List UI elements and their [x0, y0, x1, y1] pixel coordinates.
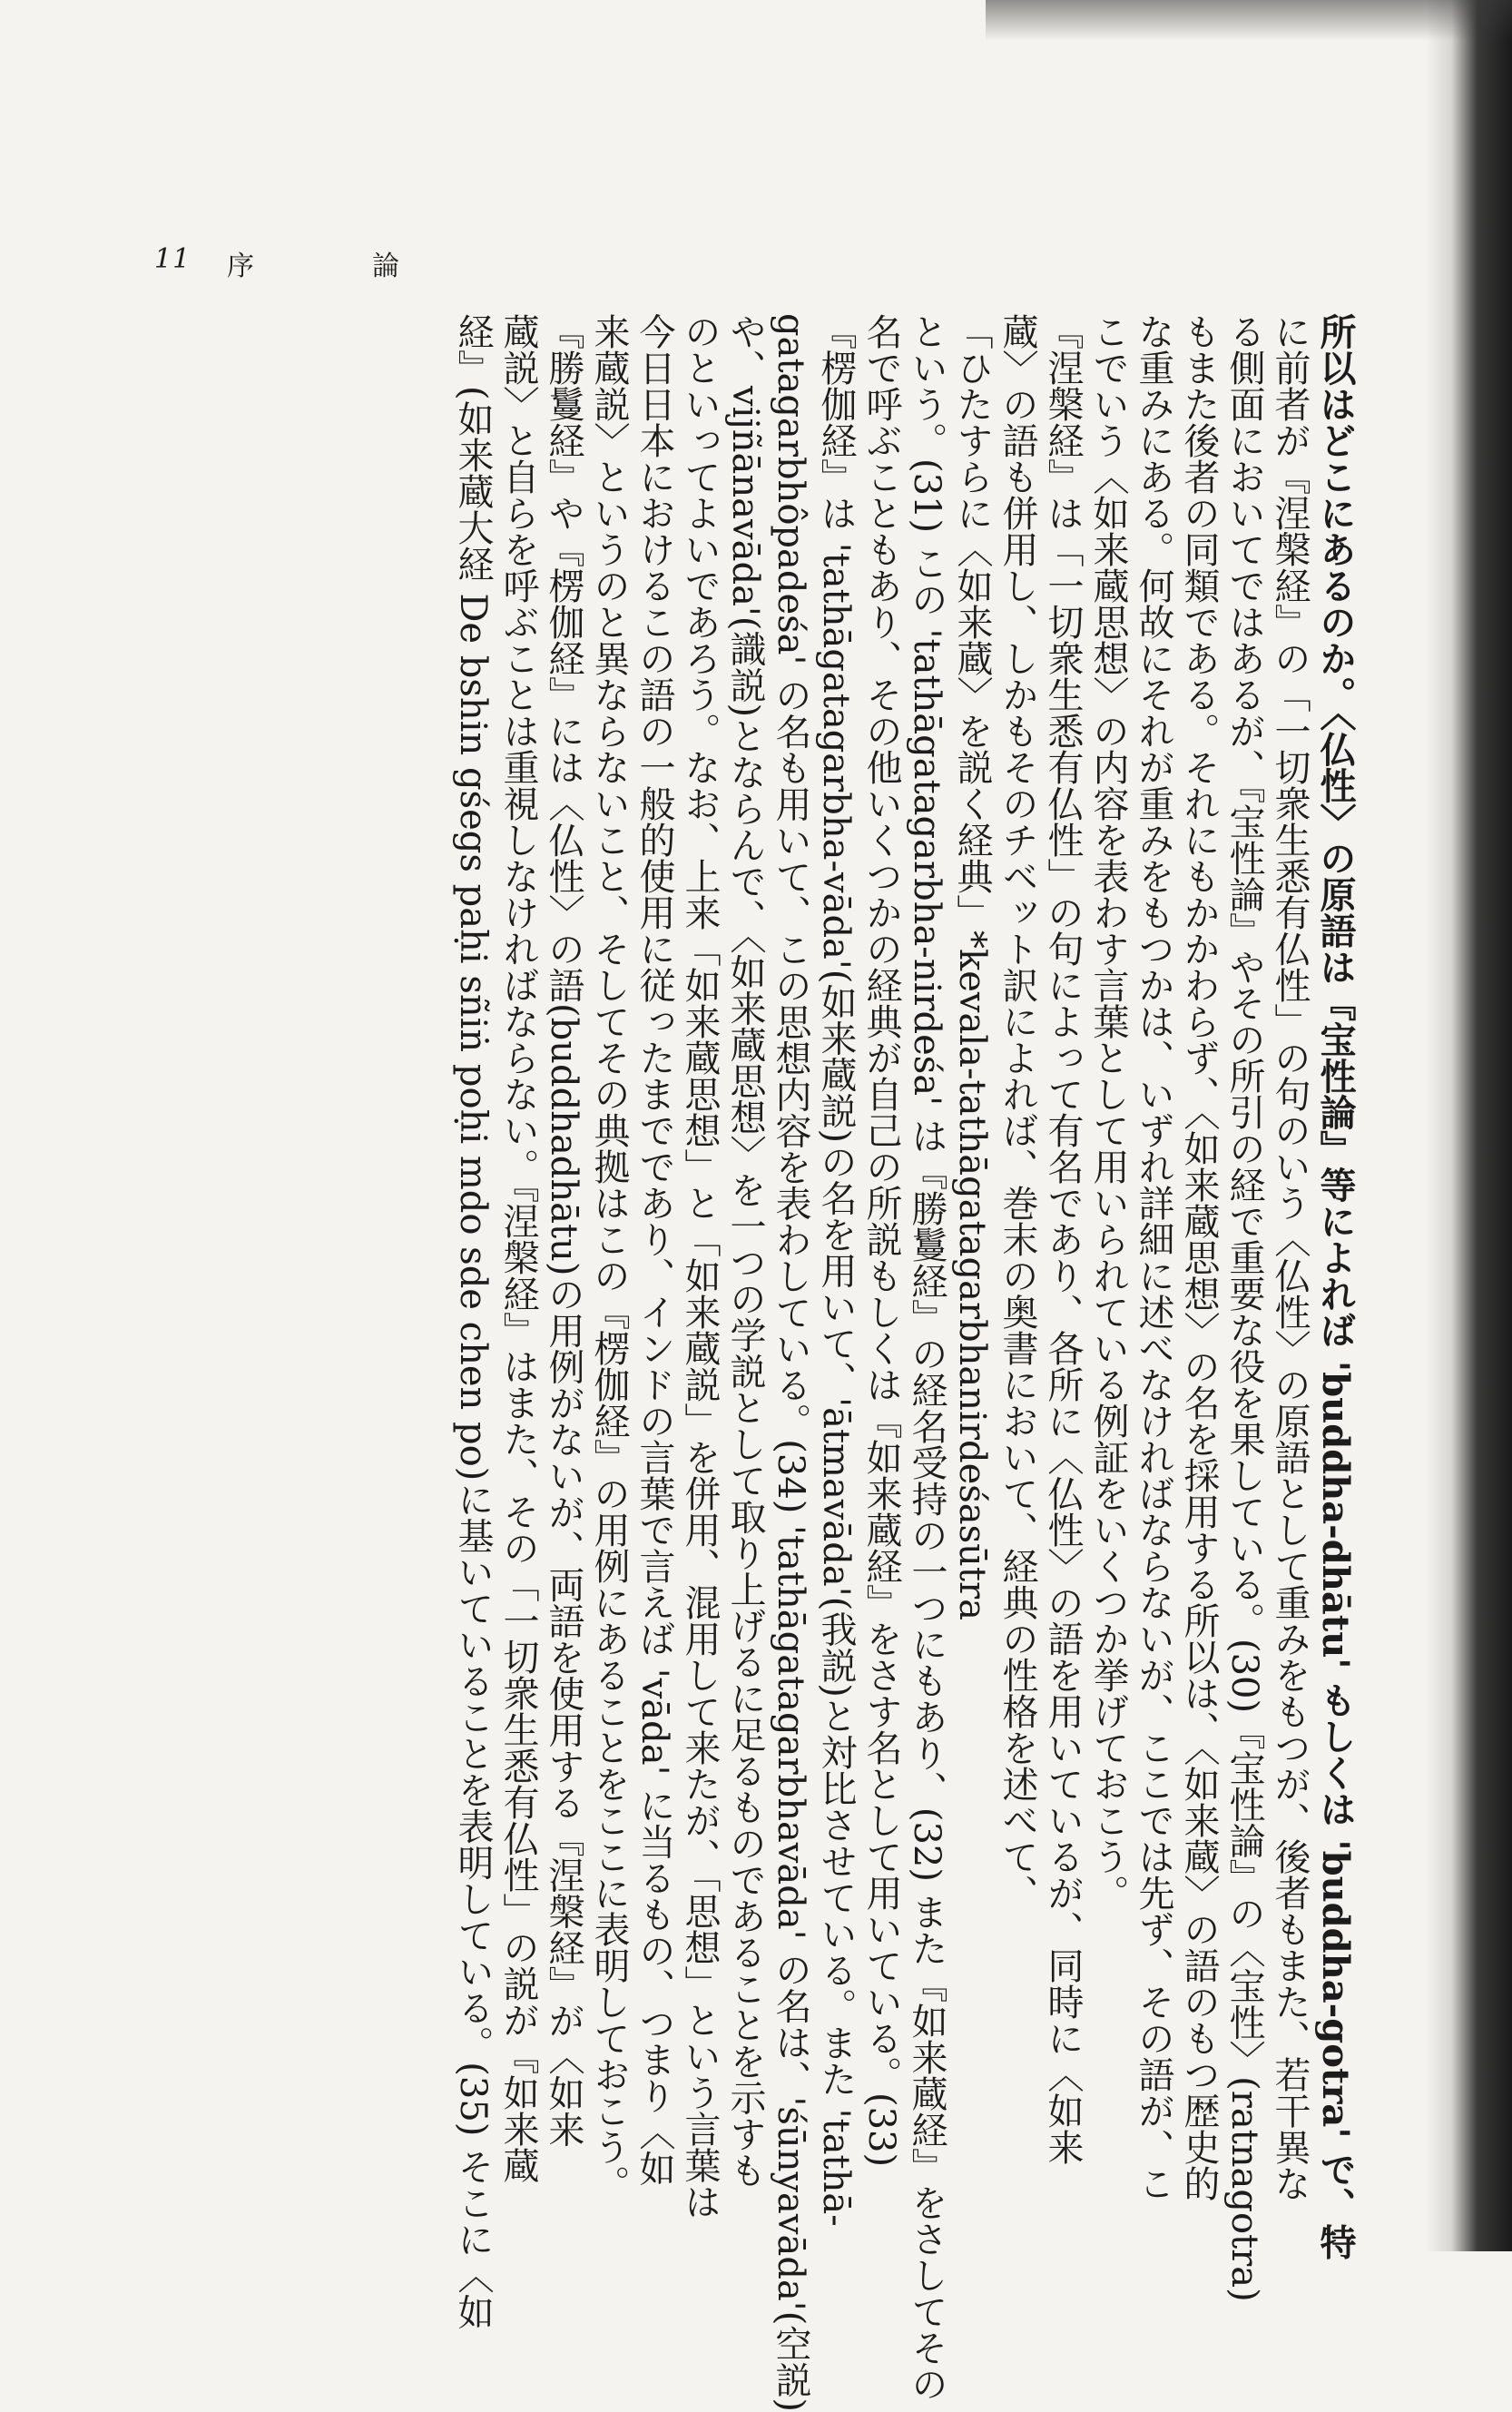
- text-column: 所以はどこにあるのか。〈仏性〉の原語は『宝性論』等によれば 'buddha-dhātu' もしくは 'buddha-gotra' で、特: [1314, 313, 1357, 2260]
- page-number: 11: [154, 243, 191, 275]
- text-column: 『勝鬘経』や『楞伽経』には〈仏性〉の語(buddhadhātu)の用例がないが、両語を使用する『涅槃経』が〈如来: [543, 313, 584, 2148]
- text-column: 経』(如来蔵大経 De bshin gśegs paḥi sñiṅ poḥi mdo sde chen po)に基いていることを表明している。(35) そこに〈如: [452, 313, 494, 2330]
- text-column: 蔵〉の語も併用し、しかもそのチベット訳によれば、巻末の奥書において、経典の性格を述べて、: [997, 313, 1038, 1911]
- text-column: 来蔵説〉というのと異ならないこと、そしてその典拠はこの『楞伽経』の用例にあることをここに表明しておこう。: [588, 313, 630, 2201]
- text-column: 「ひたすらに〈如来蔵〉を説く経典」*kevala-tathāgatagarbhanirdeśasūtra: [951, 313, 993, 1620]
- running-header-char-2: 論: [372, 251, 399, 282]
- text-column: 『涅槃経』は「一切衆生悉有仏性」の句によって有名であり、各所に〈仏性〉の語を用いているが、同時に〈如来: [1042, 313, 1084, 2165]
- vertical-body-text: [178, 313, 1358, 2412]
- text-column: のといってよいであろう。なお、上来「如来蔵思想」と「如来蔵説」を併用、混用して来たが、「思想」という言葉は: [679, 313, 721, 2220]
- text-column: もまた後者の同類である。それにもかかわらず、〈如来蔵思想〉の名を採用する所以は、〈如来蔵〉の語のもつ歴史的: [1178, 313, 1220, 2201]
- scan-edge-shadow: [1426, 0, 1512, 2251]
- text-column: 名で呼ぶこともあり、その他いくつかの経典が自己の所説もしくは『如来蔵経』をさす名として用いている。(33): [860, 313, 902, 2168]
- text-column: gatagarbhôpadeśa' の名も用いて、この思想内容を表わしている。(34) 'tathāgatagarbhavāda' の名は、'śūnyavāda'(空説): [770, 313, 811, 2412]
- text-column: 『楞伽経』は 'tathāgatagarbha-vāda'(如来蔵説)の名を用いて、'ātmavāda'(我説)と対比させている。また 'tathā-: [815, 313, 857, 2227]
- scan-top-shadow: [986, 0, 1512, 41]
- text-column: 蔵説〉と自らを呼ぶことは重視しなければならない。『涅槃経』はまた、その「一切衆生悉有仏性」の説が『如来蔵: [497, 313, 539, 2183]
- text-column: や、vijñānavāda'(識説)とならんで、〈如来蔵思想〉を一つの学説として取り上げるに足るものであることを示すも: [724, 313, 766, 2189]
- text-column: な重みにある。何故にそれが重みをもつかは、いずれ詳細に述べなければならないが、ここでは先ず、その語が、こ: [1133, 313, 1174, 2201]
- text-column: こでいう〈如来蔵思想〉の内容を表わす言葉として用いられている例証をいくつか挙げておこう。: [1087, 313, 1129, 1911]
- text-column: る側面においてではあるが、『宝性論』やその所引の経で重要な役を果している。(30)『宝性論』の〈宝性〉(ratnagotra): [1223, 313, 1265, 2302]
- running-header-char-1: 序: [227, 251, 254, 282]
- text-column: に前者が『涅槃経』の「一切衆生悉有仏性」の句のいう〈仏性〉の原語として重みをもつが、後者もまた、若干異な: [1269, 313, 1311, 2201]
- text-column: という。(31) この 'tathāgatagarbha-nirdeśa' は『勝鬘経』の経名受持の一つにもあり、(32) また『如来蔵経』をさしてその: [906, 313, 947, 2402]
- text-column: 今日日本におけるこの語の一般的使用に従ったまでであり、インドの言葉で言えば 'vāda' に当るもの、つまり〈如: [633, 313, 675, 2187]
